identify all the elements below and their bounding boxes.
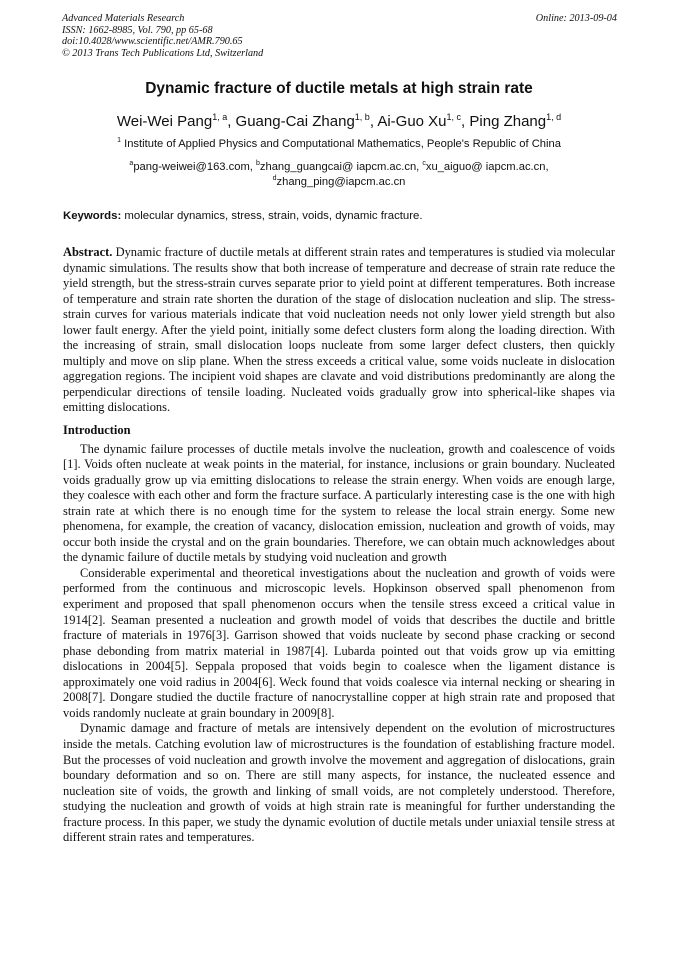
abstract-label: Abstract. <box>63 245 113 259</box>
doi-line: doi:10.4028/www.scientific.net/AMR.790.65 <box>62 36 243 48</box>
author-name: Guang-Cai Zhang <box>235 113 355 130</box>
keywords-label: Keywords: <box>63 210 122 222</box>
author-affiliation-mark: 1, d <box>546 112 562 122</box>
author-name: Ai-Guo Xu <box>377 113 447 130</box>
online-date: Online: 2013-09-04 <box>535 13 617 24</box>
abstract-text: Dynamic fracture of ductile metals at different strain rates and temperatures is studied via molecular dynamic simulations. The results show that both increase of temperature and decrease of strain rate reduce the yield strength, but the stress-strain curves separate prior to yield point at different temperatures. Both increase of temperature and strain rate shorten the duration of the stage of dislocation nucleation and slip. The stress-strain curves for various materials indicate that void nucleation needs not only lower yield strength but also lower fault energy. After the yield point, initially some defect clusters form along the loading direction. With the increasing of strain, small dislocation loops nucleate from some larger defect clusters, then quickly multiply and move on slip plane. When the stress exceeds a critical value, some voids nucleate in dislocation aggregation regions. The incipient void shapes are clavate and void distributions predominantly are along the perpendicular directions of tensile loading. Nucleated voids gradually grow into spherical-like shapes via emitting dislocations. <box>63 245 615 415</box>
copyright-line: © 2013 Trans Tech Publications Ltd, Switzerland <box>62 47 264 59</box>
affiliation-mark: 1 <box>117 137 121 144</box>
author-affiliation-mark: 1, b <box>354 112 370 122</box>
author-emails <box>0 160 678 190</box>
email-link: pang-weiwei@163.com, <box>133 161 256 173</box>
paragraph: Considerable experimental and theoretical investigations about the nucleation and growth of voids were performed from the continuous and microscopic levels. Hopkinson observed spall phenomenon from experiment and proposed that spall phenomenon occurs when the tensile stress exceed a critical value in 1914[2]. Seaman presented a nucleation and growth model of voids that describes the ductile and brittle fracture of materials in 1976[3]. Garrison showed that voids nucleate by second phase cracking or second phase debonding from matrix material in 1987[4]. Lubarda pointed out that voids grow up via emitting dislocations in 2004[5]. Seppala proposed that voids begin to coalesce when the ligament distance is approximately one void radius in 2004[6]. Weck found that voids coalesce via internal necking or shearing in 2008[7]. Dongare studied the ductile fracture of nanocrystalline copper at high strain rate and proposed that voids randomly nucleate at grain boundary in 2009[8]. <box>63 565 615 720</box>
abstract <box>63 245 615 416</box>
author-affiliation-mark: 1, c <box>446 112 462 122</box>
email-mark: d <box>272 175 277 182</box>
email-mark: b <box>255 160 260 167</box>
paper-title: Dynamic fracture of ductile metals at high strain rate <box>145 80 533 97</box>
affiliation-text: Institute of Applied Physics and Computational Mathematics, People's Republic of China <box>124 138 561 150</box>
author-affiliation-mark: 1, a <box>212 112 228 122</box>
keywords-text: molecular dynamics, stress, strain, voids, dynamic fracture. <box>121 210 423 222</box>
paper-body <box>63 245 615 846</box>
issn-line: ISSN: 1662-8985, Vol. 790, pp 65-68 <box>62 24 213 36</box>
author-name: Wei-Wei Pang <box>116 113 213 130</box>
email-link: zhang_guangcai@ iapcm.ac.cn, <box>259 161 423 173</box>
author-list: Wei-Wei Pang$^{1, a}$, Guang-Cai Zhang$^{1, b}$, Ai-Guo Xu$^{1, c}$, Ping Zhang$^{1, d}$ <box>116 112 562 130</box>
affiliation <box>0 138 678 150</box>
paragraph: Dynamic damage and fracture of metals are intensively dependent on the evolution of microstructures inside the metals. Catching evolution law of microstructures is the foundation of establishing fracture model. But the processes of void nucleation and growth involve the movement and aggregation of dislocations, grain boundary deformation and so on. There are still many aspects, for instance, the nucleated essence and nucleation site of voids, the growth and linking of small voids, are not completely understood. Therefore, studying the nucleation and growth of voids at high strain rate is meaningful for further understanding the fracture process. In this paper, we study the dynamic evolution of ductile metals under uniaxial tensile stress at different strain rates and temperatures. <box>63 721 615 845</box>
email-link: xu_aiguo@ iapcm.ac.cn, <box>425 161 549 173</box>
paragraph: The dynamic failure processes of ductile metals involve the nucleation, growth and coalescence of voids [1]. Voids often nucleate at weak points in the material, for instance, inclusions or grain boundary. Nucleated voids gradually grow up via emitting dislocations to release the strain energy. When voids are enough large, they coalesce with each other and form the fracture surface. A particularly interesting case is the one with high strain rate at which there is no enough time for the system to release the local strain energy. Some new phenomena, for example, the creation of vacancy, dislocation emission, nucleation and growth of voids, may occur both inside the crystal and on the grain boundaries. Therefore, we can obtain much acknowledges about the dynamic failure of ductile metals by studying void nucleation and growth <box>63 441 615 565</box>
publication-header <box>62 13 617 59</box>
email-mark: a <box>129 160 134 167</box>
email-mark: c <box>422 160 426 167</box>
journal-name: Advanced Materials Research <box>62 13 185 24</box>
email-link: zhang_ping@iapcm.ac.cn <box>276 176 406 188</box>
keywords <box>63 210 618 222</box>
section-heading-introduction: Introduction <box>63 423 131 438</box>
author-name: Ping Zhang <box>469 113 547 130</box>
